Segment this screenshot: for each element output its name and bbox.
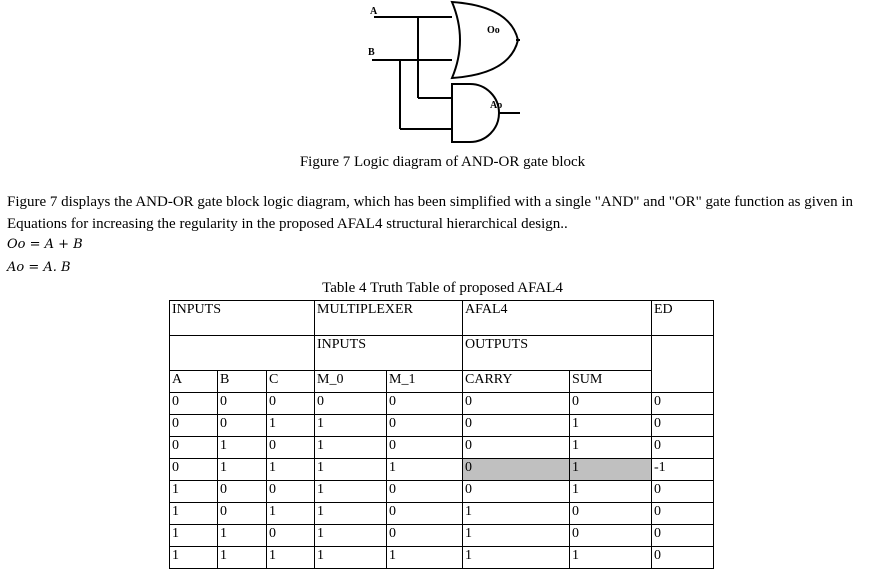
- table-cell: 0: [463, 481, 570, 503]
- header-empty: [170, 336, 315, 371]
- equation-and: Ao = A. B: [7, 260, 71, 275]
- table-cell: 1: [387, 547, 463, 569]
- table-cell: 0: [570, 525, 652, 547]
- table-cell: 0: [170, 415, 218, 437]
- table-cell: 1: [570, 415, 652, 437]
- table-cell: 0: [267, 393, 315, 415]
- table-cell: 0: [170, 437, 218, 459]
- truth-table: [169, 300, 714, 569]
- or-gate: [452, 2, 518, 78]
- table-cell: 0: [652, 481, 714, 503]
- col-m1: M_1: [387, 371, 463, 393]
- header-outputs: OUTPUTS: [463, 336, 652, 371]
- table-cell: 1: [315, 503, 387, 525]
- table-cell: 1: [170, 547, 218, 569]
- header-row-1: [170, 301, 714, 336]
- table-cell: 1: [218, 525, 267, 547]
- table-cell: 1: [570, 437, 652, 459]
- table-cell: 1: [170, 481, 218, 503]
- table-row: [170, 459, 714, 481]
- table-cell: 0: [387, 437, 463, 459]
- table-row: [170, 393, 714, 415]
- table-cell: 1: [463, 503, 570, 525]
- table-cell: 1: [315, 459, 387, 481]
- table-cell: 0: [218, 503, 267, 525]
- table-cell: 1: [267, 547, 315, 569]
- header-multiplexer: MULTIPLEXER: [315, 301, 463, 336]
- equation-or: Oo = A + B: [7, 237, 83, 252]
- header-ed: ED: [652, 301, 714, 336]
- figure-caption: Figure 7 Logic diagram of AND-OR gate block: [299, 154, 586, 170]
- table-row: [170, 503, 714, 525]
- table-cell: 0: [267, 481, 315, 503]
- table-cell: 0: [387, 525, 463, 547]
- table-cell: 1: [218, 547, 267, 569]
- header-inputs: INPUTS: [170, 301, 315, 336]
- table-cell: 0: [387, 503, 463, 525]
- table-cell: 1: [570, 547, 652, 569]
- table-cell: 1: [267, 415, 315, 437]
- table-cell: 0: [652, 393, 714, 415]
- table-cell: 1: [315, 437, 387, 459]
- table-cell: -1: [652, 459, 714, 481]
- table-cell: 0: [463, 393, 570, 415]
- table-row: [170, 525, 714, 547]
- table-cell: 0: [652, 503, 714, 525]
- col-sum: SUM: [570, 371, 652, 393]
- table-cell: 0: [387, 481, 463, 503]
- table-cell: 1: [463, 525, 570, 547]
- table-row: [170, 415, 714, 437]
- table-cell: 0: [652, 525, 714, 547]
- table-cell: 1: [267, 503, 315, 525]
- table-cell: 1: [387, 459, 463, 481]
- table-cell: 1: [315, 547, 387, 569]
- label-oo: Oo: [487, 25, 500, 36]
- logic-diagram: [360, 0, 530, 150]
- table-cell: 1: [170, 525, 218, 547]
- col-b: B: [218, 371, 267, 393]
- table-cell: 0: [652, 437, 714, 459]
- table-cell: 0: [570, 503, 652, 525]
- column-header-row: [170, 371, 714, 393]
- table-cell: 0: [652, 415, 714, 437]
- table-cell: 0: [652, 547, 714, 569]
- table-cell: 0: [463, 437, 570, 459]
- table-cell: 0: [570, 393, 652, 415]
- label-ao: Ao: [490, 100, 503, 111]
- header-afal4: AFAL4: [463, 301, 652, 336]
- col-c: C: [267, 371, 315, 393]
- table-cell: 0: [315, 393, 387, 415]
- table-cell: 0: [218, 415, 267, 437]
- label-b: B: [368, 47, 375, 58]
- table-cell: 0: [463, 415, 570, 437]
- table-row: [170, 437, 714, 459]
- table-cell: 1: [170, 503, 218, 525]
- table-cell: 0: [267, 437, 315, 459]
- table-row: [170, 481, 714, 503]
- and-gate: [452, 84, 499, 142]
- table-cell: 1: [267, 459, 315, 481]
- table-cell: 0: [170, 393, 218, 415]
- table-row: [170, 547, 714, 569]
- table-cell: 1: [570, 459, 652, 481]
- table-cell: 1: [218, 459, 267, 481]
- table-cell: 1: [463, 547, 570, 569]
- col-a: A: [170, 371, 218, 393]
- table-cell: 0: [267, 525, 315, 547]
- table-cell: 0: [218, 481, 267, 503]
- col-m0: M_0: [315, 371, 387, 393]
- label-a: A: [370, 6, 378, 17]
- table-cell: 0: [387, 393, 463, 415]
- table-cell: 1: [315, 481, 387, 503]
- truth-table-body: [170, 393, 714, 569]
- table-cell: 0: [170, 459, 218, 481]
- and-or-gate-diagram: [360, 0, 530, 150]
- header-mux-inputs: INPUTS: [315, 336, 463, 371]
- header-row-2: [170, 336, 714, 371]
- table-caption: Table 4 Truth Table of proposed AFAL4: [322, 280, 563, 296]
- header-ed-blank: [652, 336, 714, 393]
- table-cell: 0: [463, 459, 570, 481]
- table-cell: 0: [218, 393, 267, 415]
- table-cell: 1: [315, 525, 387, 547]
- table-cell: 1: [570, 481, 652, 503]
- body-paragraph: Figure 7 displays the AND-OR gate block logic diagram, which has been simplified with a single "AND" and "OR" gate function as given in Equations for increasing the regularity in the proposed AFAL4 structural hierarchical design..: [7, 194, 853, 232]
- table-cell: 1: [315, 415, 387, 437]
- table-cell: 0: [387, 415, 463, 437]
- table-cell: 1: [218, 437, 267, 459]
- col-carry: CARRY: [463, 371, 570, 393]
